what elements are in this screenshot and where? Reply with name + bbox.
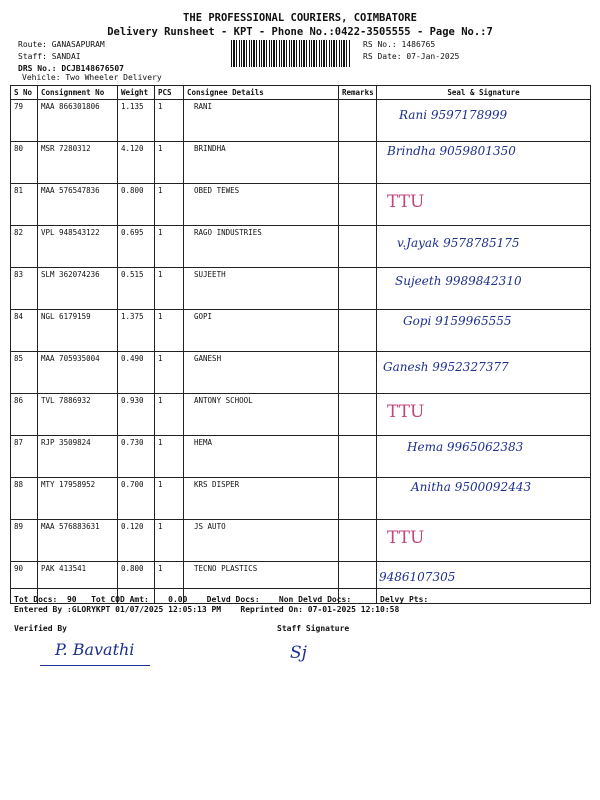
cell-remarks bbox=[339, 100, 377, 142]
col-header-sno: S No bbox=[11, 86, 38, 100]
cell-sno: 89 bbox=[11, 520, 38, 562]
receiver-signature: Hema 9965062383 bbox=[407, 440, 524, 454]
cell-weight: 0.730 bbox=[118, 436, 155, 478]
drs-number: DRS No.: DCJB148676507 bbox=[18, 64, 124, 73]
col-header-weight: Weight bbox=[118, 86, 155, 100]
cell-consignee: BRINDHA bbox=[184, 142, 339, 184]
delivery-stamp: TTU bbox=[387, 528, 425, 548]
rs-number: RS No.: 1486765 bbox=[363, 40, 436, 49]
cell-consignment-no: MTY 17958952 bbox=[38, 478, 118, 520]
route-label: Route: GANASAPURAM bbox=[18, 40, 105, 49]
cell-weight: 0.695 bbox=[118, 226, 155, 268]
runsheet-subtitle: Delivery Runsheet - KPT - Phone No.:0422-3505555 - Page No.:7 bbox=[107, 26, 493, 38]
col-header-consignee: Consignee Details bbox=[184, 86, 339, 100]
cell-weight: 0.120 bbox=[118, 520, 155, 562]
cell-weight: 4.120 bbox=[118, 142, 155, 184]
cell-sno: 80 bbox=[11, 142, 38, 184]
cell-consignee: ANTONY SCHOOL bbox=[184, 394, 339, 436]
cell-signature bbox=[377, 436, 591, 478]
cell-pcs: 1 bbox=[155, 520, 184, 562]
cell-signature bbox=[377, 100, 591, 142]
cell-pcs: 1 bbox=[155, 310, 184, 352]
cell-weight: 1.375 bbox=[118, 310, 155, 352]
cell-remarks bbox=[339, 268, 377, 310]
totals-line: Tot Docs: 90 Tot COD Amt: 0.00 Delvd Docs: Non Delvd Docs: Delvy Pts: bbox=[14, 595, 429, 604]
cell-sno: 86 bbox=[11, 394, 38, 436]
cell-remarks bbox=[339, 520, 377, 562]
cell-signature bbox=[377, 142, 591, 184]
footer-divider bbox=[10, 588, 590, 589]
cell-consignment-no: SLM 362074236 bbox=[38, 268, 118, 310]
delivery-stamp: TTU bbox=[387, 402, 425, 422]
cell-weight: 0.800 bbox=[118, 184, 155, 226]
cell-consignment-no: MAA 576883631 bbox=[38, 520, 118, 562]
cell-pcs: 1 bbox=[155, 184, 184, 226]
col-header-pcs: PCS bbox=[155, 86, 184, 100]
receiver-signature: Anitha 9500092443 bbox=[411, 480, 532, 494]
cell-consignment-no: RJP 3509824 bbox=[38, 436, 118, 478]
cell-pcs: 1 bbox=[155, 268, 184, 310]
cell-signature bbox=[377, 352, 591, 394]
cell-consignee: TECNO PLASTICS bbox=[184, 562, 339, 604]
cell-weight: 0.490 bbox=[118, 352, 155, 394]
cell-weight: 1.135 bbox=[118, 100, 155, 142]
cell-consignee: SUJEETH bbox=[184, 268, 339, 310]
vehicle-label: Vehicle: Two Wheeler Delivery bbox=[22, 73, 162, 82]
staff-signature-label: Staff Signature bbox=[277, 624, 350, 633]
cell-pcs: 1 bbox=[155, 142, 184, 184]
table-row bbox=[11, 100, 591, 142]
company-title: THE PROFESSIONAL COURIERS, COIMBATORE bbox=[183, 12, 417, 24]
cell-pcs: 1 bbox=[155, 394, 184, 436]
cell-weight: 0.515 bbox=[118, 268, 155, 310]
cell-consignee: GANESH bbox=[184, 352, 339, 394]
cell-pcs: 1 bbox=[155, 562, 184, 604]
cell-consignee: JS AUTO bbox=[184, 520, 339, 562]
receiver-signature: Brindha 9059801350 bbox=[387, 144, 516, 158]
cell-remarks bbox=[339, 142, 377, 184]
verifier-signature: P. Bavathi bbox=[55, 640, 135, 659]
col-header-consignment: Consignment No bbox=[38, 86, 118, 100]
cell-sno: 81 bbox=[11, 184, 38, 226]
cell-consignment-no: VPL 948543122 bbox=[38, 226, 118, 268]
cell-consignment-no: MAA 576547836 bbox=[38, 184, 118, 226]
cell-sno: 87 bbox=[11, 436, 38, 478]
cell-consignment-no: PAK 413541 bbox=[38, 562, 118, 604]
verifier-signature-underline bbox=[40, 665, 150, 666]
table-row bbox=[11, 268, 591, 310]
cell-consignment-no: MAA 866301806 bbox=[38, 100, 118, 142]
table-row bbox=[11, 394, 591, 436]
barcode bbox=[231, 40, 351, 67]
cell-weight: 0.800 bbox=[118, 562, 155, 604]
table-row bbox=[11, 520, 591, 562]
cell-consignment-no: MSR 7280312 bbox=[38, 142, 118, 184]
cell-sno: 79 bbox=[11, 100, 38, 142]
cell-signature bbox=[377, 310, 591, 352]
cell-consignment-no: TVL 7886932 bbox=[38, 394, 118, 436]
cell-consignee: OBED TEWES bbox=[184, 184, 339, 226]
cell-signature bbox=[377, 184, 591, 226]
delivery-stamp: TTU bbox=[387, 192, 425, 212]
cell-consignee: HEMA bbox=[184, 436, 339, 478]
table-row bbox=[11, 352, 591, 394]
cell-pcs: 1 bbox=[155, 226, 184, 268]
cell-remarks bbox=[339, 436, 377, 478]
table-row bbox=[11, 142, 591, 184]
cell-signature bbox=[377, 226, 591, 268]
cell-remarks bbox=[339, 478, 377, 520]
cell-consignee: GOPI bbox=[184, 310, 339, 352]
staff-signature: Sj bbox=[290, 643, 307, 663]
cell-sno: 88 bbox=[11, 478, 38, 520]
receiver-signature: Ganesh 9952327377 bbox=[383, 360, 509, 374]
cell-sno: 90 bbox=[11, 562, 38, 604]
entered-by-line: Entered By :GLORYKPT 01/07/2025 12:05:13 PM Reprinted On: 07-01-2025 12:10:58 bbox=[14, 605, 400, 614]
cell-remarks bbox=[339, 226, 377, 268]
cell-consignee: RAGO INDUSTRIES bbox=[184, 226, 339, 268]
cell-sno: 83 bbox=[11, 268, 38, 310]
staff-label: Staff: SANDAI bbox=[18, 52, 81, 61]
verified-by-label: Verified By bbox=[14, 624, 67, 633]
table-row bbox=[11, 226, 591, 268]
cell-signature bbox=[377, 268, 591, 310]
cell-pcs: 1 bbox=[155, 352, 184, 394]
table-row bbox=[11, 310, 591, 352]
cell-signature bbox=[377, 478, 591, 520]
cell-consignment-no: NGL 6179159 bbox=[38, 310, 118, 352]
table-row bbox=[11, 184, 591, 226]
col-header-signature: Seal & Signature bbox=[377, 86, 591, 100]
cell-pcs: 1 bbox=[155, 436, 184, 478]
cell-signature bbox=[377, 520, 591, 562]
cell-consignee: KRS DISPER bbox=[184, 478, 339, 520]
cell-sno: 85 bbox=[11, 352, 38, 394]
cell-consignment-no: MAA 705935004 bbox=[38, 352, 118, 394]
cell-remarks bbox=[339, 394, 377, 436]
cell-sno: 82 bbox=[11, 226, 38, 268]
receiver-signature: Sujeeth 9989842310 bbox=[395, 274, 522, 288]
col-header-remarks: Remarks bbox=[339, 86, 377, 100]
rs-date: RS Date: 07-Jan-2025 bbox=[363, 52, 460, 61]
receiver-signature: v.Jayak 9578785175 bbox=[397, 236, 520, 250]
table-row bbox=[11, 436, 591, 478]
cell-signature bbox=[377, 394, 591, 436]
receiver-signature: Gopi 9159965555 bbox=[403, 314, 512, 328]
receiver-signature: 9486107305 bbox=[379, 570, 456, 584]
table-header-row bbox=[11, 86, 591, 100]
runsheet-table bbox=[10, 85, 591, 604]
cell-pcs: 1 bbox=[155, 100, 184, 142]
cell-weight: 0.930 bbox=[118, 394, 155, 436]
cell-remarks bbox=[339, 352, 377, 394]
cell-remarks bbox=[339, 310, 377, 352]
cell-remarks bbox=[339, 184, 377, 226]
cell-consignee: RANI bbox=[184, 100, 339, 142]
cell-pcs: 1 bbox=[155, 478, 184, 520]
cell-weight: 0.700 bbox=[118, 478, 155, 520]
cell-sno: 84 bbox=[11, 310, 38, 352]
table-row bbox=[11, 478, 591, 520]
receiver-signature: Rani 9597178999 bbox=[399, 108, 508, 122]
